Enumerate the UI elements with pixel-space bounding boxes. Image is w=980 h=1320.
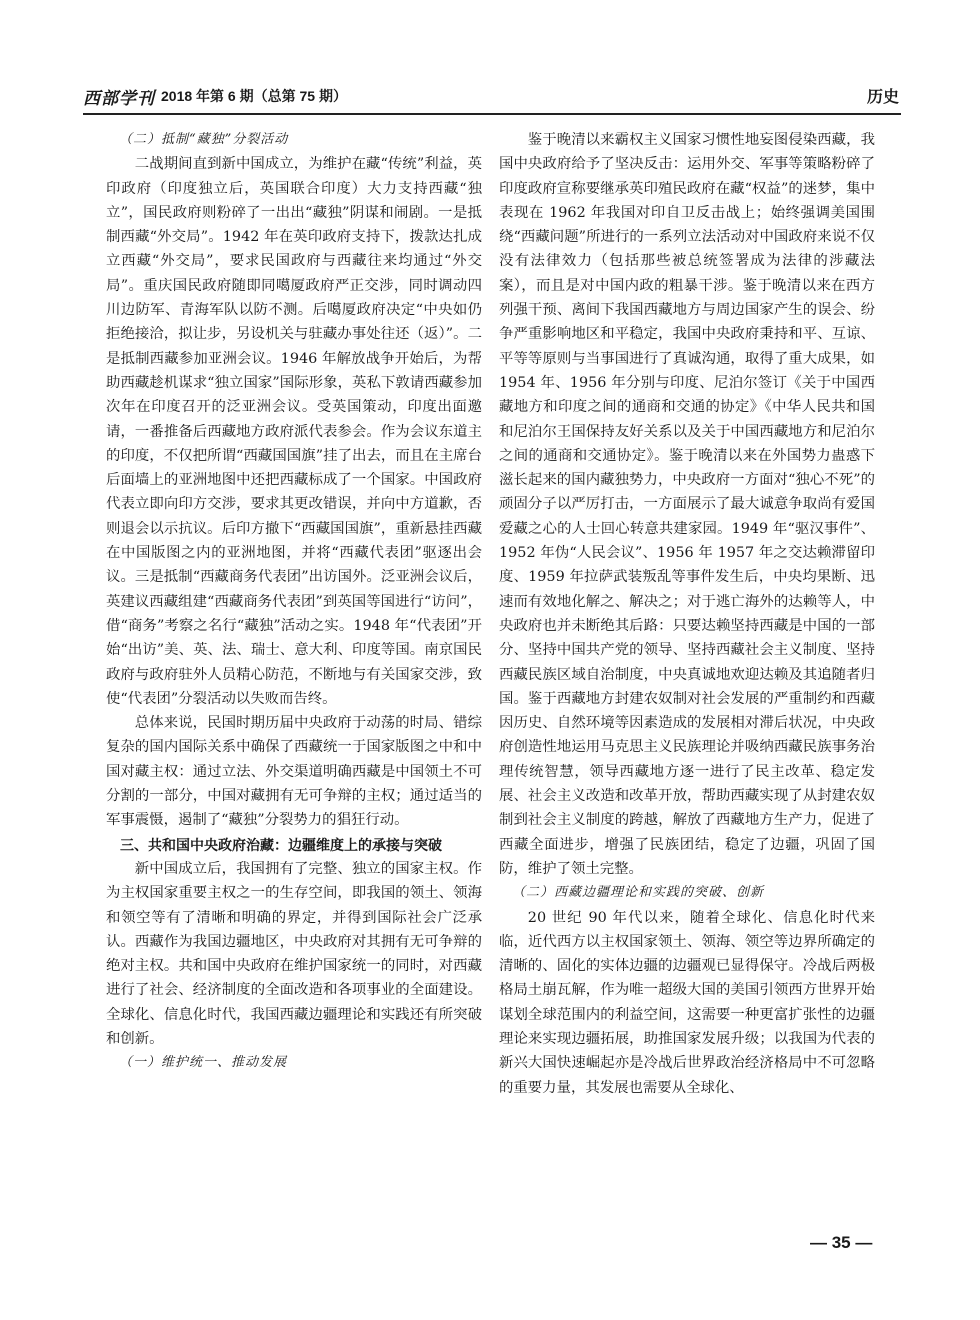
issue-info: 2018 年第 6 期（总第 75 期） [161, 88, 347, 104]
header-rule [83, 113, 901, 115]
paragraph: 总体来说，民国时期历届中央政府于动荡的时局、错综复杂的国内国际关系中确保了西藏统一于国家版图之中和中国对藏主权：通过立法、外交渠道明确西藏是中国领土不可分割的一部分，中国对藏拥有无可争辩的主权；通过适当的军事震慑，遏制了“藏独”分裂势力的猖狂行动。 [106, 715, 482, 829]
section-heading: 三、共和国中央政府治藏：边疆维度上的承接与突破 [120, 836, 442, 853]
subheading: （二）抵制“藏独”分裂活动 [119, 132, 289, 147]
journal-logo: 西部学刊 [83, 89, 155, 109]
paragraph: 二战期间直到新中国成立，为维护在藏“传统”利益，英印政府（印度独立后，英国联合印度）大力支持西藏“独立”，国民政府则粉碎了一出出“藏独”阴谋和闹剧。一是抵制西藏“外交局”。1942 年在英印政府支持下，拨款达扎成立西藏“外交局”，要求民国政府与西藏往来均通过“外交局”。重庆国民政府随即同噶厦政府严正交涉，同时调动四川边防军、青海军队以防不测。后噶厦政府决定“中央如仍拒绝接洽，拟让步，另设机关与驻藏办事处往还（返）”。二是抵制西藏参加亚洲会议。1946 年解放战争开始后，为帮助西藏趁机谋求“独立国家”国际形象，英私下敦请西藏参加次年在印度召开的泛亚洲会议。受英国策动，印度出面邀请，一番推备后西藏地方政府派代表参会。作为会议东道主的印度，不仅把所谓“西藏国国旗”挂了出去，而且在主席台后面墙上的亚洲地图中还把西藏标成了一个国家。中国政府代表立即向印方交涉，要求其更改错误，并向中方道歉，否则退会以示抗议。后印方撤下“西藏国国旗”，重新悬挂西藏在中国版图之内的亚洲地图，并将“西藏代表团”驱逐出会议。三是抵制“西藏商务代表团”出访国外。泛亚洲会议后，英建议西藏组建“西藏商务代表团”到英国等国进行“访问”，借“商务”考察之名行“藏独”活动之实。1948 年“代表团”开始“出访”美、英、法、瑞士、意大利、印度等国。南京国民政府与政府驻外人员精心防范，不断地与有关国家交涉，致使“代表团”分裂活动以失败而告终。 [106, 156, 482, 707]
paragraph: 鉴于晚清以来霸权主义国家习惯性地妄图侵染西藏，我国中央政府给予了坚决反击：运用外交、军事等策略粉碎了印度政府宣称要继承英印殖民政府在藏“权益”的迷梦，集中表现在 1962 年我国对印自卫反击战上；始终强调美国围绕“西藏问题”所进行的一系列立法活动对中国政府来说不仅没有法律效力（包括那些被总统签署成为法律的涉藏法案），而且是对中国内政的粗暴干涉。鉴于晚清以来在西方列强干预、离间下我国西藏地方与周边国家产生的误会、纷争严重影响地区和平稳定，我国中央政府秉持和平、互谅、平等等原则与当事国进行了真诚沟通，取得了重大成果，如 1954 年、1956 年分别与印度、尼泊尔签订《关于中国西藏地方和印度之间的通商和交通的协定》《中华人民共和国和尼泊尔王国保持友好关系以及关于中国西藏地方和尼泊尔之间的通商和交通协定》。鉴于晚清以来在外国势力蛊惑下滋长起来的国内藏独势力，中央政府一方面对“独心不死”的顽固分子以严厉打击，一方面展示了最大诚意争取尚有爱国爱藏之心的人士回心转意共建家园。1949 年“驱汉事件”、1952 年伪“人民会议”、1956 年 1957 年之交达赖滞留印度、1959 年拉萨武装叛乱等事件发生后，中央均果断、迅速而有效地化解之、解决之；对于逃亡海外的达赖等人，中央政府也并未断绝其后路：只要达赖坚持西藏是中国的一部分、坚持中国共产党的领导、坚持西藏社会主义制度、坚持西藏民族区域自治制度，中央真诚地欢迎达赖及其追随者归国。鉴于西藏地方封建农奴制对社会发展的严重制约和西藏因历史、自然环境等因素造成的发展相对滞后状况，中央政府创造性地运用马克思主义民族理论并吸纳西藏民族事务治理传统智慧，领导西藏地方逐一进行了民主改革、稳定发展、社会主义改造和改革开放，帮助西藏实现了从封建农奴制到社会主义制度的跨越，解放了西藏地方生产力，促进了西藏全面进步，增强了民族团结，稳定了边疆，巩固了国防，维护了领土完整。 [499, 132, 875, 877]
subheading: （二）西藏边疆理论和实践的突破、创新 [512, 885, 765, 901]
paragraph: 新中国成立后，我国拥有了完整、独立的国家主权。作为主权国家重要主权之一的生存空间，即我国的领土、领海和领空等有了清晰和明确的界定，并得到国际社会广泛承认。西藏作为我国边疆地区，中央政府对其拥有无可争辩的绝对主权。共和国中央政府在维护国家统一的同时，对西藏进行了社会、经济制度的全面改造和各项事业的全面建设。全球化、信息化时代，我国西藏边疆理论和实践还有所突破和创新。 [106, 860, 482, 1047]
subheading: （一）维护统一、推动发展 [119, 1055, 288, 1071]
left-column [106, 128, 482, 1076]
right-column [499, 128, 875, 1100]
page-number: — 35 — [810, 1233, 873, 1252]
page-header [83, 84, 901, 112]
section-label: 历史 [866, 89, 899, 106]
paragraph: 20 世纪 90 年代以来，随着全球化、信息化时代来临，近代西方以主权国家领土、领海、领空等边界所确定的清晰的、固化的实体边疆的边疆观已显得保守。冷战后两极格局土崩瓦解，作为唯一超级大国的美国引领西方世界开始谋划全球范围内的利益空间，这需要一种更富扩张性的边疆理论来实现边疆拓展，助推国家发展升级；以我国为代表的新兴大国快速崛起亦是冷战后世界政治经济格局中不可忽略的重要力量，其发展也需要从全球化、 [499, 909, 875, 1096]
